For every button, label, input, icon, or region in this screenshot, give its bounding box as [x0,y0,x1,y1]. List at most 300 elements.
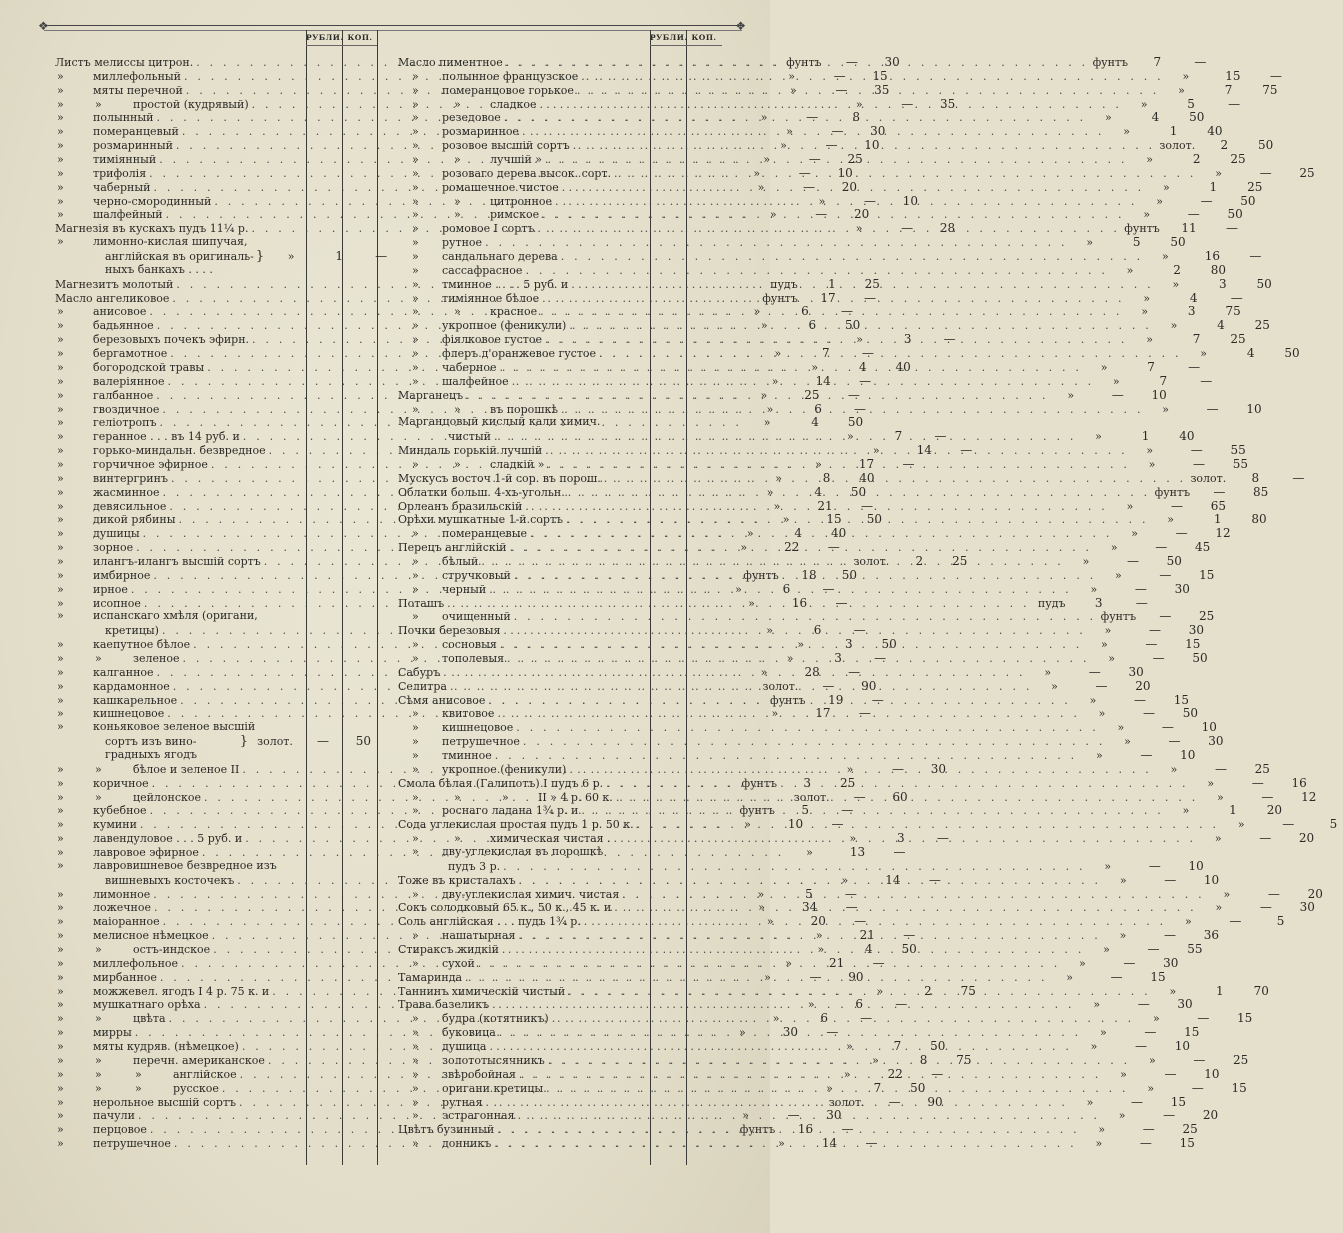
item-rubles: 2 [1220,138,1229,153]
item-rubles: 6 [808,318,817,333]
item-rubles: 14 [815,373,831,388]
ditto-mark: » [412,125,419,139]
item-kopecks: 10 [1203,872,1220,887]
item-text: маіоранное [93,915,160,929]
item-kopecks: 16 [1291,775,1307,790]
item-text: Селитра [398,679,447,693]
item-text: Марганецъ [398,388,464,402]
item-unit: » [1103,943,1110,957]
item-unit: » [1170,762,1178,776]
item-kopecks: — [827,540,840,555]
ditto-mark: » [412,139,419,153]
item-rubles: — [1134,581,1147,596]
ditto-mark: » [412,845,419,859]
item-unit: » [1169,984,1177,998]
item-text: мушкатнаго орѣха [93,998,201,1012]
item-text: Сода углекислая простая пудъ 1 р. 50 к. [398,818,634,832]
item-text: дву-углекислая въ порошкѣ [442,845,604,859]
item-text: красное [490,305,538,319]
item-unit: » [1079,956,1086,970]
item-kopecks: 50 [847,415,864,430]
ditto-mark: » [135,1067,142,1081]
item-unit: » [1215,166,1222,180]
item-text: девясильное [93,499,167,513]
item-text: лавендуловое . . . 5 руб. и [93,832,243,846]
item-unit: » [1108,651,1116,665]
item-text: душица [442,1040,487,1054]
item-text: кардамонное [93,679,170,693]
item-text: розмаринный [93,139,173,153]
item-kopecks: 80 [1210,262,1227,277]
item-unit: » [855,97,863,111]
item-rubles: — [1140,748,1153,762]
item-rubles: — [806,110,819,125]
ditto-mark: » [412,208,419,222]
item-unit: » [1095,1137,1103,1151]
item-kopecks: 25 [1199,609,1215,624]
item-text: померанцовое горькое [442,83,574,97]
ditto-mark: » [412,1067,419,1081]
item-text: бѣлое и зеленое II [133,762,240,776]
item-rubles: — [1190,443,1203,458]
item-rubles: — [1123,955,1136,970]
item-text: стручковый [442,568,511,582]
item-text: золототысячникъ [442,1053,545,1067]
item-text: Перецъ англійскій [398,541,507,555]
item-unit: » [1118,1109,1126,1123]
item-rubles: 20 [810,914,826,929]
item-text: оригани кретицы [442,1081,544,1095]
item-rubles: 4 [864,942,873,957]
item-kopecks: 15 [1184,1025,1200,1040]
item-rubles: 15 [1225,68,1241,83]
item-text: Марганцовый кислый кали химич. [398,415,601,429]
ditto-mark: » [57,858,64,872]
item-text: Сокъ солодковый 65 к., 50 к., 45 к. и [398,901,612,915]
item-text: простой (кудрявый) [133,97,249,111]
item-unit: пудъ [1037,596,1066,610]
dot-leader [491,1137,1077,1151]
ditto-mark: » [412,638,419,652]
ditto-mark: » [57,125,64,139]
item-unit: » [287,250,295,264]
item-rubles: — [1159,567,1172,582]
item-text: померанцевый [93,125,179,139]
item-rubles: 5 [801,803,809,818]
ditto-mark: » [57,527,64,541]
item-text: чаберное [442,360,497,374]
item-kopecks: 25 [1182,1122,1198,1137]
item-kopecks: 25 [1299,165,1315,180]
item-rubles: — [1168,734,1181,749]
item-kopecks: — [847,387,860,402]
ditto-mark: » [412,222,419,236]
item-unit: » [1162,180,1170,194]
item-unit: » [1086,236,1094,250]
ditto-mark: » [412,721,419,735]
item-unit: » [1089,693,1097,707]
item-kopecks: — [928,872,941,887]
item-kopecks: 70 [1253,983,1269,998]
item-rubles: 3 [896,831,905,846]
item-unit: » [1178,83,1185,97]
item-text: Магнезія въ кускахъ пудъ 11¼ р. [55,222,249,236]
item-unit: пудъ [770,277,798,291]
item-text: будра (котятникъ) [442,1012,549,1026]
item-unit: » [807,998,815,1012]
item-kopecks: 30 [826,1108,842,1123]
ditto-mark: » [57,208,64,222]
item-rubles: — [888,1094,901,1109]
item-kopecks: 25 [839,775,856,790]
item-text: бѣлый [442,554,479,568]
ditto-mark: » [412,582,419,596]
item-rubles: 7 [1159,373,1168,388]
item-rubles: — [1143,706,1156,721]
item-unit: » [1095,430,1102,444]
item-text: тиміянное бѣлое [442,291,540,305]
ditto-mark: » [57,69,64,83]
item-unit: » [806,846,813,860]
header-kopecks-right: КОП. [691,33,717,42]
item-rubles: 4 [1217,318,1225,333]
item-unit: » [856,333,863,347]
item-text: фіялковое густое [442,333,542,347]
ditto-mark: » [454,402,461,416]
price-row [398,623,1204,638]
item-rubles: — [853,789,866,804]
item-text: тминное [442,749,492,762]
ditto-mark: » [95,790,102,804]
price-row [55,235,377,249]
item-rubles: — [1161,720,1174,735]
item-rubles: 16 [791,595,808,610]
ditto-mark: » [57,818,64,832]
item-kopecks: 10 [1204,1066,1220,1081]
item-rubles: 1 [828,276,836,291]
item-rubles: — [1142,1122,1155,1137]
item-rubles: 5 [805,886,813,901]
item-text: остъ-индское [133,943,211,957]
price-row [398,1011,1253,1026]
item-rubles: 22 [784,540,800,555]
item-rubles: 1 [335,249,343,264]
ditto-mark: » [57,956,64,970]
item-rubles: 16 [797,1122,814,1137]
item-text: Тамаринда [398,970,463,984]
item-name [398,415,600,429]
item-unit: » [1096,749,1103,762]
item-unit: » [1123,125,1130,139]
ditto-mark: » [412,1137,419,1151]
item-unit: » [757,887,765,901]
item-unit: » [760,319,768,333]
item-rubles: — [1193,456,1206,471]
item-kopecks: 50 [850,484,867,499]
item-rubles: 25 [804,387,820,402]
item-text: миллефольный [93,69,181,83]
ditto-mark: » [412,790,419,804]
item-kopecks: — [861,346,874,361]
ditto-mark: » [412,707,419,721]
item-kopecks: 10 [864,138,880,153]
item-rubles: — [1137,997,1150,1012]
item-unit: » [760,388,768,402]
item-kopecks: 10 [1188,858,1204,873]
item-text: нашатырная [442,929,516,943]
item-text: Цвѣтъ бузинный [398,1123,495,1137]
ditto-mark: » [454,153,461,167]
item-unit: » [788,69,795,83]
item-name [55,263,250,277]
item-text: II » 4 р. 60 к. [538,790,613,804]
item-rubles: — [1147,942,1160,957]
item-rubles: — [1193,1052,1206,1067]
item-kopecks: 50 [841,567,857,582]
item-name [55,720,255,734]
ditto-mark: » [412,83,419,97]
item-rubles: 17 [815,706,831,721]
price-row [398,845,722,859]
price-row [55,859,377,873]
item-kopecks: 50 [930,1039,946,1054]
item-rubles: — [1163,1108,1176,1123]
item-rubles: 7 [1224,82,1233,97]
item-kopecks: 40 [1207,124,1223,139]
item-kopecks: 20 [1202,1108,1219,1123]
ditto-mark: » [412,402,419,416]
item-text: сухой [442,956,475,970]
item-text: перцовое [93,1123,147,1137]
item-unit: » [775,471,782,485]
item-kopecks: — [860,1011,873,1026]
ditto-mark: » [57,609,64,623]
item-unit: » [1099,1026,1107,1040]
item-name [55,235,250,249]
ditto-mark: » [95,1053,102,1067]
ditto-mark: » [57,915,64,929]
item-kopecks: 35 [939,96,956,111]
ditto-mark: » [57,1123,64,1137]
ditto-mark: » [412,749,419,762]
item-rubles: 3 [1218,276,1227,291]
item-name [398,1137,1077,1151]
item-unit: » [766,402,774,416]
ditto-mark: » [57,720,64,734]
item-kopecks: — [841,803,854,818]
item-text: Трава базеликъ [398,998,490,1012]
item-unit: » [1120,1067,1127,1081]
item-kopecks: — [826,1025,839,1040]
item-unit: » [744,818,751,832]
item-unit: » [746,527,754,541]
item-rubles: 3 [803,775,812,790]
item-text: черный [442,582,487,596]
item-rubles: — [1110,969,1123,984]
item-text: Орлеанъ бразильскій [398,499,523,513]
item-rubles: 1 [1213,512,1222,527]
item-text: эстрагонная [442,1109,515,1123]
item-rubles: — [1187,207,1200,222]
item-rubles: — [803,179,816,194]
item-rubles: — [1259,165,1272,180]
item-text: лимонное [93,887,151,901]
item-kopecks: 15 [1179,1136,1195,1151]
item-kopecks: 25 [1247,179,1263,194]
item-text: мирры [93,1026,132,1040]
item-unit: » [1148,1053,1156,1067]
item-unit: » [742,1109,749,1123]
item-rubles: — [1214,761,1227,776]
item-rubles: — [833,68,846,83]
item-kopecks: — [1249,249,1262,264]
item-kopecks: 50 [1256,276,1272,291]
item-kopecks: 55 [1230,443,1246,458]
item-unit: » [1217,790,1224,804]
ditto-mark: » [57,153,64,167]
item-text: бадьянное [93,319,154,333]
item-text: Масло ангеликовое [55,291,170,305]
item-rubles: 2 [1173,262,1181,277]
item-unit: » [1140,97,1148,111]
item-text: мяты перечной [93,83,183,97]
item-kopecks: 35 [874,82,890,97]
item-kopecks: — [872,955,885,970]
item-unit: » [1162,402,1170,416]
item-unit: » [764,970,771,984]
header-rubles-right: РУБЛИ. [650,33,688,42]
item-text: кашкарельное [93,693,178,707]
item-unit: » [786,125,793,139]
item-unit: » [876,984,884,998]
ditto-mark: » [412,1109,419,1123]
ditto-mark: » [412,1012,419,1026]
item-rubles: 7 [1153,55,1162,69]
item-kopecks: 10 [902,193,918,208]
item-text: шалфейное [442,374,509,388]
item-text: лавровишневое безвредное изъ [93,858,277,872]
item-rubles: 2 [915,553,924,568]
item-unit: » [1086,1095,1094,1109]
item-rubles: — [1088,664,1101,679]
ditto-mark: » [57,485,64,499]
item-kopecks: 65 [1210,498,1226,513]
item-text: русское [173,1081,219,1095]
ditto-mark: » [57,707,64,721]
item-kopecks: 30 [1208,734,1224,749]
price-row [398,650,1208,665]
item-rubles: — [1259,831,1272,846]
item-text: цейлонское [133,790,202,804]
item-text: коричное [93,776,149,790]
item-kopecks: 50 [1170,235,1186,250]
item-kopecks: — [1200,373,1213,388]
item-kopecks: 50 [1227,207,1243,222]
item-rubles: — [815,207,828,222]
item-text: тополевыя [442,651,505,665]
item-rubles: — [1164,928,1176,943]
item-unit: » [1148,457,1156,471]
item-kopecks: 5 [1276,914,1285,929]
item-unit: » [1090,1040,1098,1054]
item-text: укропное (феникули) [442,319,567,333]
item-text: пачули [93,1109,135,1123]
price-row [55,720,377,734]
item-kopecks: 75 [956,1052,972,1067]
item-text: донникъ [442,1137,492,1151]
item-kopecks: 25 [952,553,968,568]
item-kopecks: 12 [1215,526,1231,541]
item-kopecks: 25 [1254,761,1270,776]
item-unit: » [1215,901,1223,915]
top-double-rule [44,25,742,31]
ditto-mark: » [412,1040,419,1054]
ditto-mark: » [412,735,419,749]
ornament-right-icon: ❖ [735,19,746,33]
item-unit: фунтъ [762,291,798,305]
item-unit: фунтъ [739,1123,776,1137]
ditto-mark: » [412,236,419,250]
item-kopecks: 20 [841,179,858,194]
item-text: Сабуръ [398,665,441,679]
ditto-mark: » [57,444,64,458]
item-unit: » [1117,721,1125,735]
item-kopecks: 20 [1298,831,1315,846]
item-kopecks: 15 [1185,637,1201,652]
ditto-mark: » [412,1053,419,1067]
item-text: сосновыя [442,638,497,652]
ditto-mark: » [95,1081,102,1095]
ditto-mark: » [412,250,419,264]
ditto-mark: » [412,111,419,125]
item-unit: » [1090,582,1098,596]
item-unit: » [1147,1081,1155,1095]
item-unit: » [1067,388,1075,402]
item-kopecks: 8 [852,110,861,125]
item-unit: » [782,513,790,527]
item-unit: » [1156,194,1163,208]
item-text: тминное . . . . 5 руб. и [442,277,569,291]
item-kopecks: 75 [1225,304,1241,319]
ditto-mark: » [57,998,64,1012]
ditto-mark: » [502,790,509,804]
item-rubles: — [891,761,904,776]
item-text: богородской травы [93,360,205,374]
item-text: трифолія [93,166,147,180]
item-kopecks: 20 [1266,803,1282,818]
ditto-mark: » [57,83,64,97]
item-text: сандальнаго дерева [442,250,558,264]
item-unit: » [1066,970,1074,984]
item-unit: » [811,360,819,374]
item-kopecks: 25 [847,152,863,167]
item-kopecks: — [865,1136,878,1151]
ditto-mark: » [454,208,461,222]
item-text: Магнезитъ молотый [55,277,174,291]
ditto-mark: » [412,277,419,291]
item-unit: фунтъ [1100,610,1137,624]
item-unit: » [757,180,765,194]
item-rubles: 3 [1187,304,1196,319]
item-kopecks: 15 [872,68,888,83]
item-kopecks: 50 [1182,706,1199,721]
ditto-mark: » [454,194,461,208]
item-rubles: 4 [1246,346,1255,361]
item-kopecks: — [841,1122,854,1137]
item-unit: » [846,762,854,776]
item-unit: » [1182,69,1190,83]
item-rubles: 7 [873,1080,882,1095]
